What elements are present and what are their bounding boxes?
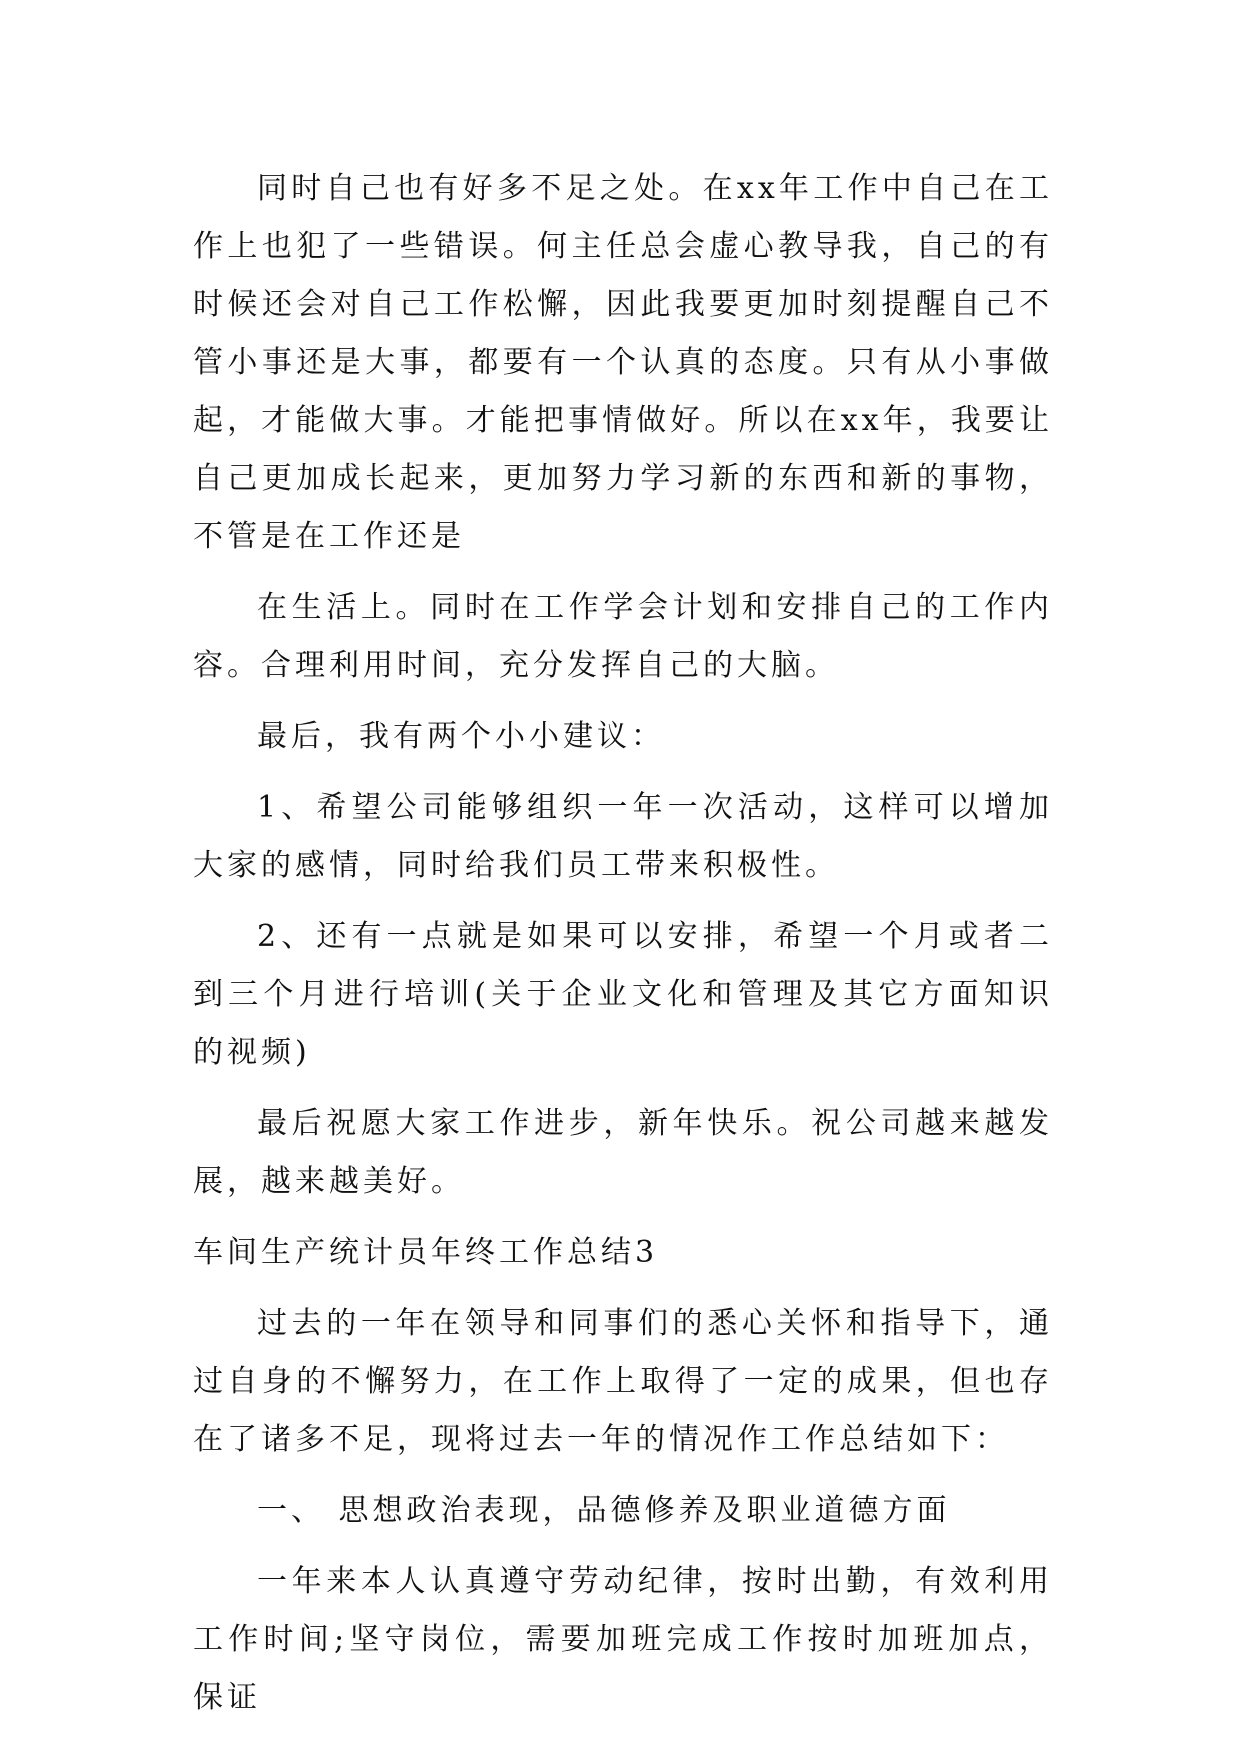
paragraph-suggestions-intro: 最后，我有两个小小建议： — [257, 719, 665, 754]
paragraph-planning: 在生活上。同时在工作学会计划和安排自己的工作内容。合理利用时间，充分发挥自己的大脑。 — [193, 590, 1053, 683]
paragraph-closing-wishes: 最后祝愿大家工作进步，新年快乐。祝公司越来越发展，越来越美好。 — [193, 1106, 1053, 1199]
section-heading: 车间生产统计员年终工作总结3 — [193, 1235, 659, 1270]
paragraph-section-one-title: 一、 思想政治表现，品德修养及职业道德方面 — [257, 1493, 951, 1528]
paragraph-summary-intro: 过去的一年在领导和同事们的悉心关怀和指导下，通过自身的不懈努力，在工作上取得了一定的成果，但也存在了诸多不足，现将过去一年的情况作工作总结如下： — [193, 1306, 1053, 1457]
paragraph-suggestion-1: 1、希望公司能够组织一年一次活动，这样可以增加大家的感情，同时给我们员工带来积极性。 — [193, 790, 1053, 883]
document-body — [193, 160, 1053, 1740]
paragraph-suggestion-2: 2、还有一点就是如果可以安排，希望一个月或者二到三个月进行培训(关于企业文化和管理及其它方面知识的视频) — [193, 919, 1053, 1070]
paragraph-self-reflection: 同时自己也有好多不足之处。在xx年工作中自己在工作上也犯了一些错误。何主任总会虚心教导我，自己的有时候还会对自己工作松懈，因此我要更加时刻提醒自己不管小事还是大事，都要有一个认真的态度。只有从小事做起，才能做大事。才能把事情做好。所以在xx年，我要让自己更加成长起来，更加努力学习新的东西和新的事物，不管是在工作还是 — [193, 171, 1053, 554]
paragraph-discipline: 一年来本人认真遵守劳动纪律，按时出勤，有效利用工作时间;坚守岗位，需要加班完成工作按时加班加点，保证 — [193, 1564, 1053, 1715]
